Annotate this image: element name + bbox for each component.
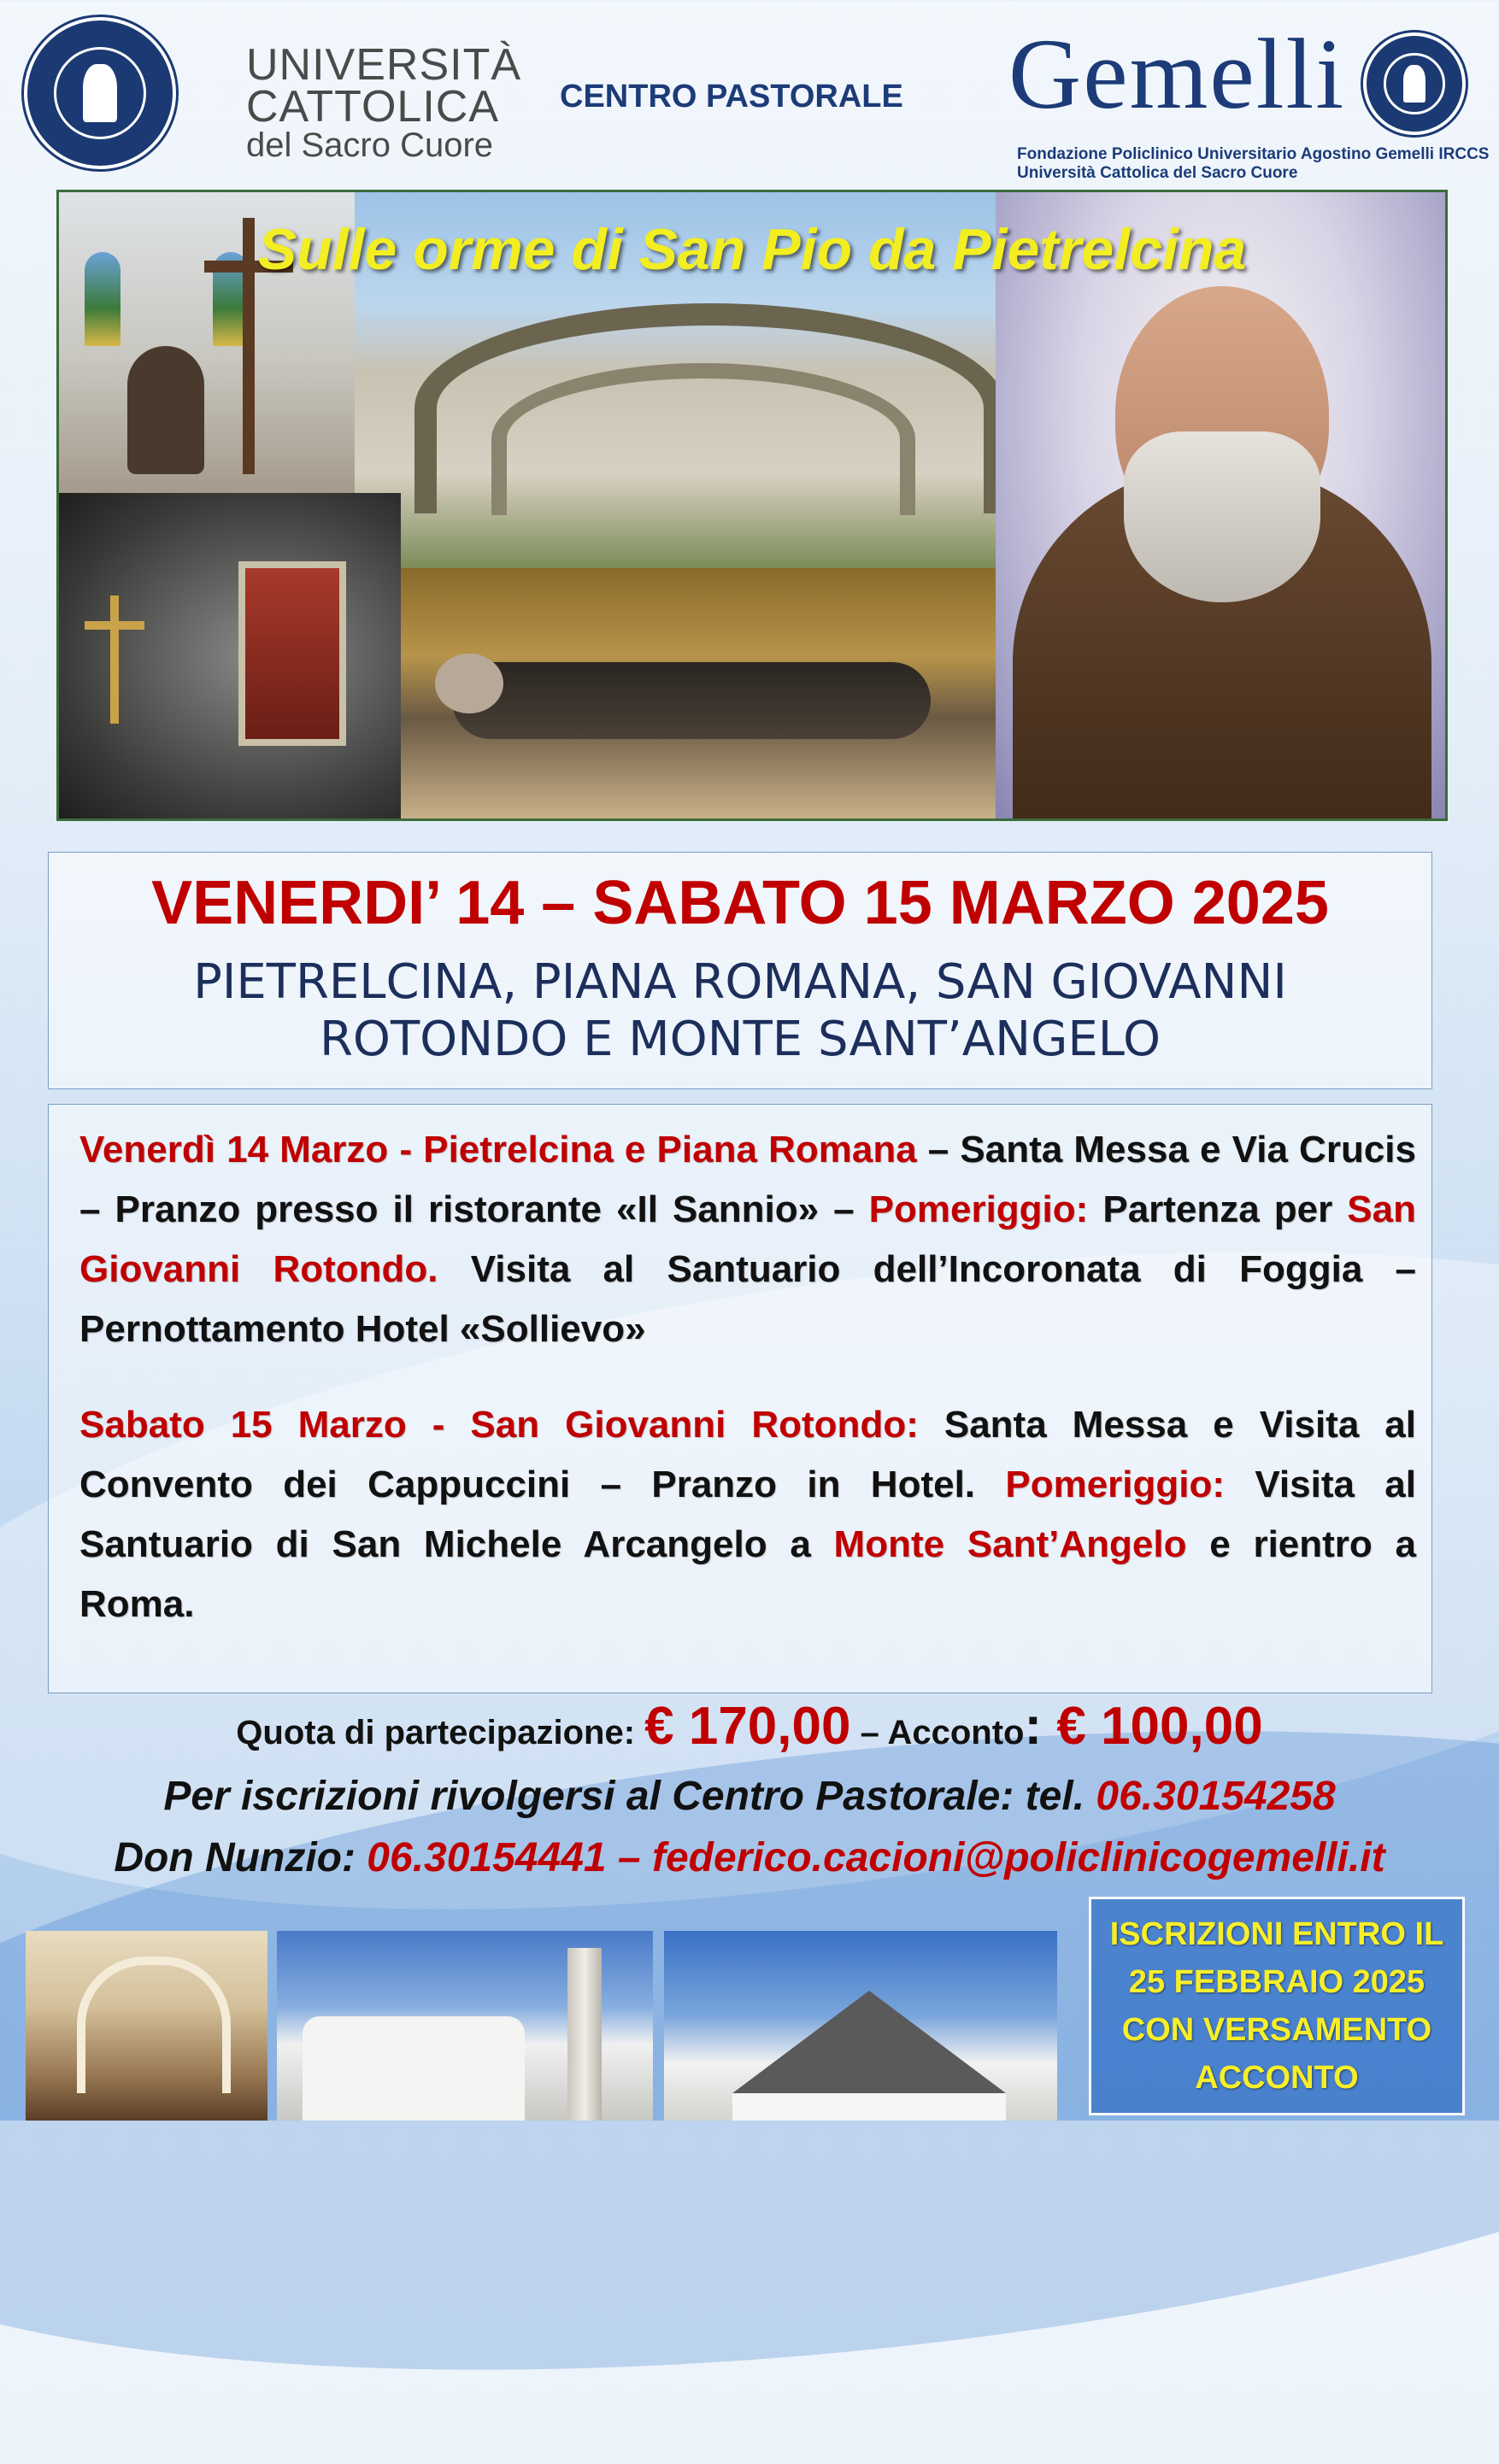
stone-column: [567, 1948, 602, 2121]
ucsc-line2: CATTOLICA: [246, 82, 500, 132]
day2-text3: e rientro a Roma.: [79, 1523, 1417, 1625]
acconto-value: € 100,00: [1056, 1697, 1263, 1756]
contact-line-don-nunzio: [0, 1834, 1499, 1881]
day1-text3: Visita al Santuario dell’Incoronata di Foggia – Pernottamento Hotel «Sollievo»: [79, 1248, 1417, 1350]
event-dates: VENERDI’ 14 – SABATO 15 MARZO 2025: [151, 869, 1329, 937]
day2-text1: Santa Messa e Visita al Convento dei Cappuccini – Pranzo in Hotel.: [79, 1404, 1416, 1505]
registration-deadline-box: [1089, 1897, 1465, 2115]
reclining-face: [435, 654, 503, 713]
deadline-line4: ACCONTO: [1195, 2060, 1359, 2096]
program-day2: [79, 1395, 1416, 1634]
church-roofs-photo: [664, 1931, 1057, 2121]
ucsc-line3: del Sacro Cuore: [246, 126, 494, 164]
gemelli-logo: Gemelli: [1008, 18, 1346, 130]
day2-place: Monte Sant’Angelo: [833, 1523, 1187, 1565]
church-roof: [732, 1991, 1006, 2093]
day2-heading: Sabato 15 Marzo - San Giovanni Rotondo:: [79, 1404, 919, 1446]
ucsc-seal-logo: [24, 17, 176, 169]
day2-text2: Visita al Santuario di San Michele Arcangelo a: [79, 1464, 1416, 1565]
sanctuary-column-photo: [277, 1931, 653, 2121]
acconto-label: – Acconto: [850, 1714, 1025, 1751]
deadline-line3: CON VERSAMENTO: [1121, 2012, 1432, 2048]
ucsc-wordmark: [246, 40, 522, 164]
day1-place: San Giovanni Rotondo.: [79, 1188, 1416, 1290]
saint-relic-photo: [401, 568, 996, 818]
event-date-box: [48, 852, 1432, 1089]
centro-pastorale-label: CENTRO PASTORALE: [560, 79, 903, 114]
collage-title: Sulle orme di San Pio da Pietrelcina: [257, 217, 1247, 282]
program-box: [48, 1104, 1432, 1693]
church-wall: [732, 2093, 1006, 2121]
quota-value: € 170,00: [644, 1697, 851, 1756]
event-places-line2: ROTONDO E MONTE SANT’ANGELO: [319, 1012, 1161, 1068]
kneeling-statue: [127, 346, 204, 474]
contact2-text: Don Nunzio:: [114, 1835, 367, 1880]
contact2-phone-email[interactable]: 06.30154441 – federico.cacioni@policlinicogemelli.it: [367, 1835, 1385, 1880]
day1-text1: – Santa Messa e Via Crucis – Pranzo presso il ristorante «Il Sannio» –: [79, 1129, 1416, 1230]
church-interior-photo: [26, 1931, 267, 2121]
reclining-figure: [452, 662, 931, 739]
day1-pomeriggio: Pomeriggio:: [868, 1188, 1089, 1230]
day1-text2: Partenza per: [1088, 1188, 1348, 1230]
padre-pio-portrait: [996, 192, 1445, 818]
day2-pomeriggio: Pomeriggio:: [1005, 1464, 1226, 1505]
photo-collage: [56, 190, 1448, 821]
contact-line-centro: [0, 1773, 1499, 1820]
event-places: [49, 953, 1431, 1068]
nave-arch: [77, 1957, 231, 2093]
gemelli-subtitle-line1: Fondazione Policlinico Universitario Agostino Gemelli IRCCS: [1017, 145, 1490, 163]
gemelli-seal-logo: [1363, 32, 1466, 135]
deadline-line2: 25 FEBBRAIO 2025: [1128, 1964, 1426, 2000]
day1-heading: Venerdì 14 Marzo - Pietrelcina e Piana Romana: [79, 1129, 917, 1170]
event-places-line1: PIETRELCINA, PIANA ROMANA, SAN GIOVANNI: [193, 954, 1287, 1010]
church-inner-arch: [491, 363, 915, 515]
seal-figure: [83, 64, 118, 122]
gold-crucifix: [110, 595, 119, 724]
contact1-text: Per iscrizioni rivolgersi al Centro Pastorale: tel.: [163, 1774, 1096, 1819]
deadline-line1: ISCRIZIONI ENTRO IL: [1109, 1916, 1444, 1952]
grotto-altar-photo: [59, 493, 401, 818]
altar-shrine: [238, 561, 346, 746]
quota-label: Quota di partecipazione:: [236, 1714, 645, 1751]
program-day1: [79, 1120, 1416, 1359]
pricing-line: [0, 1696, 1499, 1757]
gemelli-subtitle-line2: Università Cattolica del Sacro Cuore: [1017, 163, 1298, 182]
gemelli-subtitle: [1017, 145, 1489, 183]
acconto-colon: :: [1024, 1697, 1057, 1756]
portrait-beard: [1124, 431, 1320, 602]
contact1-phone[interactable]: 06.30154258: [1096, 1774, 1336, 1819]
gold-crucifix-beam: [85, 621, 144, 630]
seal-figure: [1403, 65, 1426, 103]
ucsc-line1: UNIVERSITÀ: [246, 40, 522, 90]
white-building: [303, 2016, 525, 2121]
